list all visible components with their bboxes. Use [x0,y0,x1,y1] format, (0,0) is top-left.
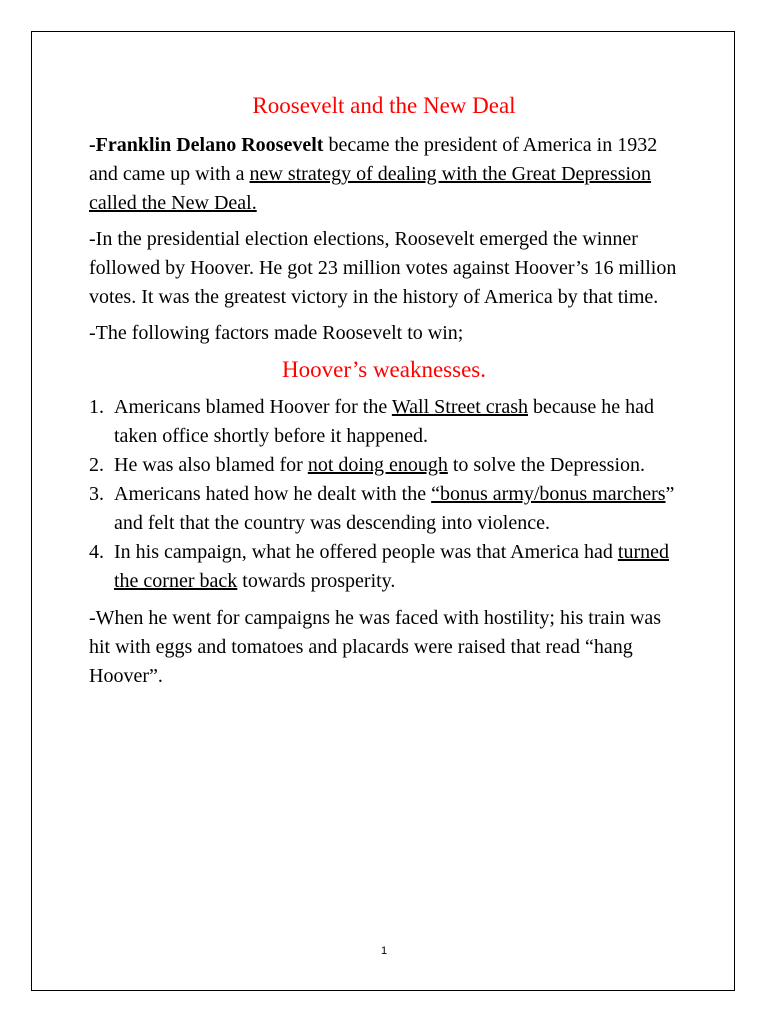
list-item-underlined: turned the corner back [114,541,669,592]
list-item-text: He was also blamed for [114,454,308,476]
list-item [89,480,679,538]
document-page [31,31,735,991]
list-item-text: because he had taken office shortly before it happened. [114,396,655,447]
list-item-underlined: not doing enough [307,454,448,476]
list-item-text: In his campaign, what he offered people was that America had [114,541,618,563]
new-deal-underlined: new strategy of dealing with the Great Depression called the New Deal. [89,163,652,214]
list-item-number: 3. [89,483,104,505]
list-item-text: ” and felt that the country was descending into violence. [114,483,675,534]
page-content [89,91,679,698]
list-item-text: to solve the Depression. [447,454,646,476]
list-item [89,538,679,596]
list-item-number: 1. [89,396,104,418]
page-number: 1 [380,945,388,957]
paragraph-fdr-president [89,131,679,218]
fdr-name-bold: -Franklin Delano Roosevelt [89,134,324,156]
weaknesses-list [89,393,679,596]
paragraph-election: -In the presidential election elections, Roosevelt emerged the winner followed by Hoover. He got 23 million votes against Hoover’s 16 million votes. It was the greatest victory in the history of America by that time. [89,228,677,308]
list-item-underlined: “bonus army/bonus marchers [431,483,666,505]
list-item-underlined: Wall Street crash [391,396,528,418]
list-item-number: 2. [89,454,104,476]
page-title: Roosevelt and the New Deal [252,93,516,118]
list-item-number: 4. [89,541,104,563]
paragraph-fdr-text: became the president of America in 1932 and came up with a [89,134,658,185]
list-item-text: Americans hated how he dealt with the [114,483,432,505]
paragraph-factors: -The following factors made Roosevelt to win; [89,322,464,344]
list-item [89,451,679,480]
list-item-text: towards prosperity. [237,570,396,592]
paragraph-hostility: -When he went for campaigns he was faced with hostility; his train was hit with eggs and tomatoes and placards were raised that read “hang Hoover”. [89,607,662,687]
list-item-text: Americans blamed Hoover for the [114,396,392,418]
section-heading-hoover-weaknesses: Hoover’s weaknesses. [282,357,486,382]
list-item [89,393,679,451]
